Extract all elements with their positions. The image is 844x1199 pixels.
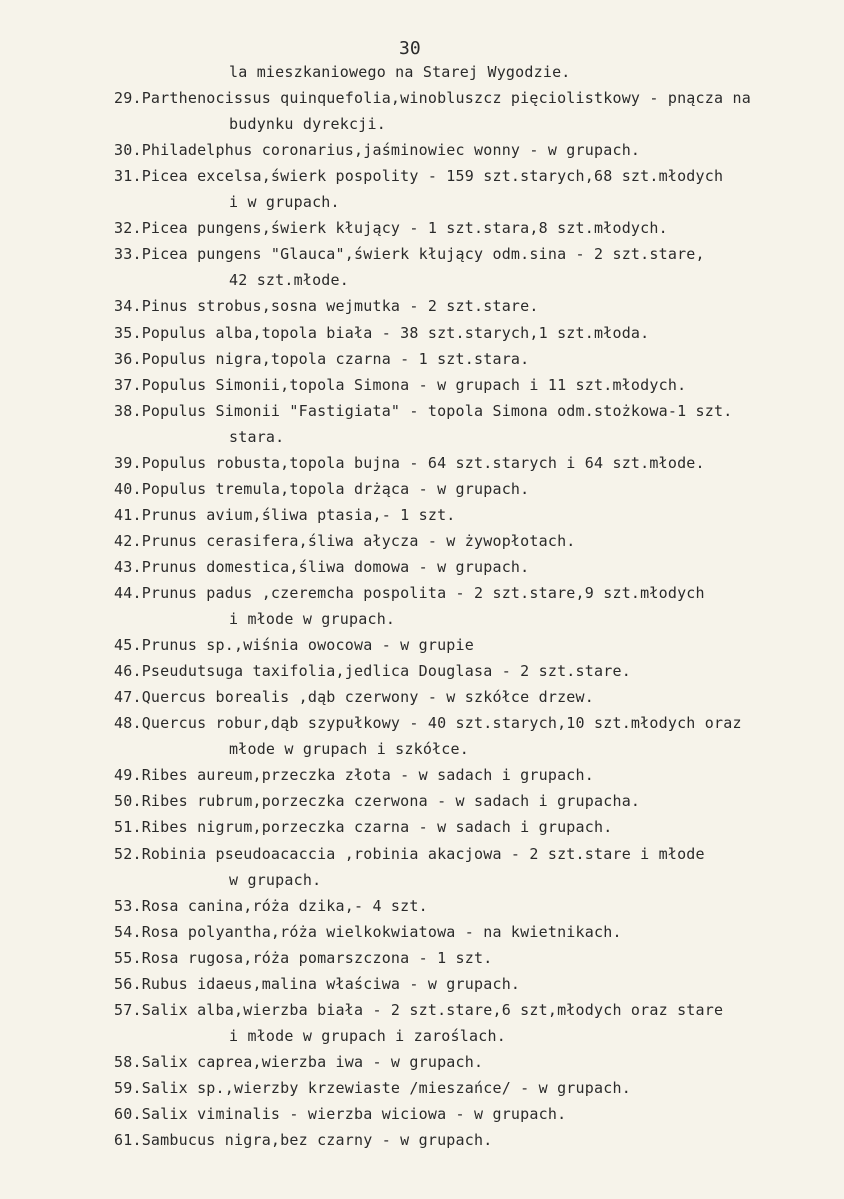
- list-entry: 46.Pseudutsuga taxifolia,jedlica Douglasa - 2 szt.stare.: [114, 662, 631, 681]
- list-entry: 37.Populus Simonii,topola Simona - w grupach i 11 szt.młodych.: [114, 375, 687, 394]
- list-entry-continuation: budynku dyrekcji.: [229, 115, 386, 134]
- list-entry: 52.Robinia pseudoacaccia ,robinia akacjowa - 2 szt.stare i młode: [114, 844, 705, 863]
- list-entry: 31.Picea excelsa,świerk pospolity - 159 szt.starych,68 szt.młodych: [114, 167, 724, 186]
- list-entry: 51.Ribes nigrum,porzeczka czarna - w sadach i grupach.: [114, 818, 613, 837]
- list-entry-continuation: i młode w grupach.: [229, 610, 396, 629]
- list-entry: 32.Picea pungens,świerk kłujący - 1 szt.stara,8 szt.młodych.: [114, 219, 668, 238]
- list-entry: 42.Prunus cerasifera,śliwa ałycza - w żywopłotach.: [114, 531, 576, 550]
- list-entry: 30.Philadelphus coronarius,jaśminowiec wonny - w grupach.: [114, 141, 641, 160]
- list-entry: 35.Populus alba,topola biała - 38 szt.starych,1 szt.młoda.: [114, 323, 650, 342]
- list-entry: 41.Prunus avium,śliwa ptasia,- 1 szt.: [114, 505, 456, 524]
- list-entry: 50.Ribes rubrum,porzeczka czerwona - w sadach i grupacha.: [114, 792, 641, 811]
- list-entry: 34.Pinus strobus,sosna wejmutka - 2 szt.stare.: [114, 297, 539, 316]
- list-entry: 29.Parthenocissus quinquefolia,winobluszcz pięciolistkowy - pnącza na: [114, 89, 751, 108]
- list-entry: 55.Rosa rugosa,róża pomarszczona - 1 szt.: [114, 948, 493, 967]
- list-entry: 49.Ribes aureum,przeczka złota - w sadach i grupach.: [114, 766, 594, 785]
- list-entry: 56.Rubus idaeus,malina właściwa - w grupach.: [114, 974, 521, 993]
- page-number: 30: [399, 38, 421, 59]
- list-entry-continuation: stara.: [229, 427, 285, 446]
- list-entry: 58.Salix caprea,wierzba iwa - w grupach.: [114, 1052, 484, 1071]
- list-entry: 60.Salix viminalis - wierzba wiciowa - w grupach.: [114, 1105, 567, 1123]
- list-entry: 53.Rosa canina,róża dzika,- 4 szt.: [114, 896, 428, 915]
- list-entry-continuation: la mieszkaniowego na Starej Wygodzie.: [229, 63, 571, 81]
- list-entry: 57.Salix alba,wierzba biała - 2 szt.stare,6 szt,młodych oraz stare: [114, 1000, 724, 1019]
- list-entry: 54.Rosa polyantha,róża wielkokwiatowa - na kwietnikach.: [114, 922, 622, 941]
- list-entry: 33.Picea pungens "Glauca",świerk kłujący odm.sina - 2 szt.stare,: [114, 245, 705, 264]
- list-entry: 48.Quercus robur,dąb szypułkowy - 40 szt.starych,10 szt.młodych oraz: [114, 714, 742, 733]
- list-entry: 43.Prunus domestica,śliwa domowa - w grupach.: [114, 557, 530, 576]
- list-entry: 45.Prunus sp.,wiśnia owocowa - w grupie: [114, 636, 474, 655]
- list-entry-continuation: 42 szt.młode.: [229, 271, 349, 290]
- list-entry: 39.Populus robusta,topola bujna - 64 szt.starych i 64 szt.młode.: [114, 453, 705, 472]
- list-entry: 38.Populus Simonii "Fastigiata" - topola Simona odm.stożkowa-1 szt.: [114, 401, 733, 420]
- list-entry-continuation: i młode w grupach i zaroślach.: [229, 1026, 506, 1045]
- list-entry: 59.Salix sp.,wierzby krzewiaste /mieszańce/ - w grupach.: [114, 1078, 631, 1097]
- list-entry: 44.Prunus padus ,czeremcha pospolita - 2 szt.stare,9 szt.młodych: [114, 584, 705, 602]
- list-entry: 61.Sambucus nigra,bez czarny - w grupach.: [114, 1131, 493, 1150]
- list-entry: 47.Quercus borealis ,dąb czerwony - w szkółce drzew.: [114, 688, 594, 707]
- list-entry-continuation: młode w grupach i szkółce.: [229, 740, 469, 759]
- list-entry-continuation: w grupach.: [229, 870, 322, 889]
- list-entry: 40.Populus tremula,topola drżąca - w grupach.: [114, 479, 530, 498]
- list-entry-continuation: i w grupach.: [229, 193, 340, 212]
- list-entry: 36.Populus nigra,topola czarna - 1 szt.stara.: [114, 349, 530, 368]
